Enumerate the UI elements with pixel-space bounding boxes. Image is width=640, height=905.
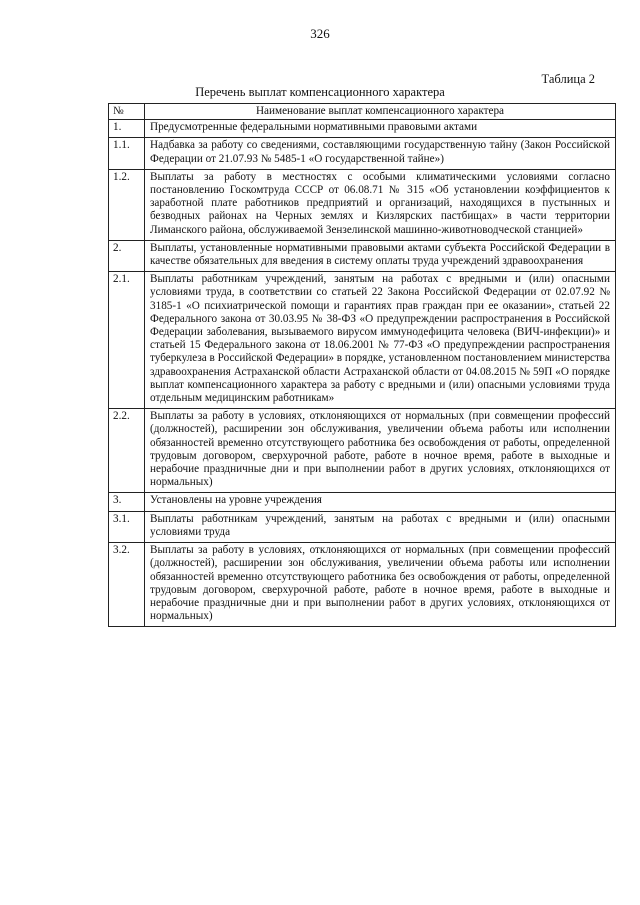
row-number: 3. [109,493,145,511]
row-number: 1.1. [109,138,145,169]
row-text: Выплаты за работу в условиях, отклоняющихся от нормальных (при совмещении профессий (должностей), расширении зон обслуживания, увеличении объема работы или исполнении обязанностей временно отсутствующего работника без освобождения от работы, определенной трудовым договором, сверхурочной работе, работе в ночное время, работе в выходные и нерабочие праздничные дни и при выполнении работ в других условиях, отклоняющихся от нормальных) [145,543,616,627]
table-row [109,169,616,240]
table-row [109,138,616,169]
row-text: Надбавка за работу со сведениями, составляющими государственную тайну (Закон Российской Федерации от 21.07.93 № 5485-1 «О государственной тайне») [145,138,616,169]
row-number: 3.2. [109,543,145,627]
row-text: Выплаты работникам учреждений, занятым на работах с вредными и (или) опасными условиями труда, в соответствии со статьей 22 Закона Российской Федерации от 02.07.92 № 3185-1 «О психиатрической помощи и гарантиях прав граждан при ее оказании», статьей 22 Федерального закона от 30.03.95 № 38-ФЗ «О предупреждении распространения в Российской Федерации заболевания, вызываемого вирусом иммунодефицита человека (ВИЧ-инфекции)» и статьей 15 Федерального закона от 18.06.2001 № 77-ФЗ «О предупреждении распространения туберкулеза в Российской Федерации» в порядке, установленном постановлением министерства здравоохранения Астраханской области Астраханской области от 04.08.2015 № 59П «О порядке выплат компенсационного характера за работу с вредными и (или) опасными условиями труда отдельным медицинским работникам» [145,272,616,409]
header-name: Наименование выплат компенсационного характера [145,104,616,120]
table-row [109,493,616,511]
row-text: Выплаты, установленные нормативными правовыми актами субъекта Российской Федерации в качестве обязательных для введения в систему оплаты труда учреждений здравоохранения [145,240,616,271]
table-row [109,409,616,493]
table-label: Таблица 2 [541,72,595,86]
document-title: Перечень выплат компенсационного характера [195,85,445,99]
row-number: 1. [109,120,145,138]
row-number: 1.2. [109,169,145,240]
row-text: Предусмотренные федеральными нормативными правовыми актами [145,120,616,138]
row-text: Выплаты за работу в местностях с особыми климатическими условиями согласно постановлению Госкомтруда СССР от 06.08.71 № 315 «Об установлении коэффициентов к заработной плате работников предприятий и организаций, находящихся в пустынных и безводных районах на Черных землях и Кизлярских пастбищах» в части территории Лиманского района, обслуживаемой Зензелинской машинно-животноводческой станцией» [145,169,616,240]
row-number: 2.2. [109,409,145,493]
row-number: 2.1. [109,272,145,409]
row-number: 2. [109,240,145,271]
row-number: 3.1. [109,511,145,542]
table-row [109,240,616,271]
header-number: № [109,104,145,120]
row-text: Установлены на уровне учреждения [145,493,616,511]
row-text: Выплаты работникам учреждений, занятым на работах с вредными и (или) опасными условиями труда [145,511,616,542]
compensation-payments-table [108,103,616,627]
table-header-row [109,104,616,120]
table-row [109,543,616,627]
table-row [109,511,616,542]
table-row [109,120,616,138]
page-number: 326 [310,26,330,41]
row-text: Выплаты за работу в условиях, отклоняющихся от нормальных (при совмещении профессий (должностей), расширении зон обслуживания, увеличении объема работы или исполнении обязанностей временно отсутствующего работника без освобождения от работы, определенной трудовым договором, сверхурочной работе, работе в ночное время, работе в выходные и нерабочие праздничные дни и при выполнении работ в других условиях, отклоняющихся от нормальных) [145,409,616,493]
table-row [109,272,616,409]
